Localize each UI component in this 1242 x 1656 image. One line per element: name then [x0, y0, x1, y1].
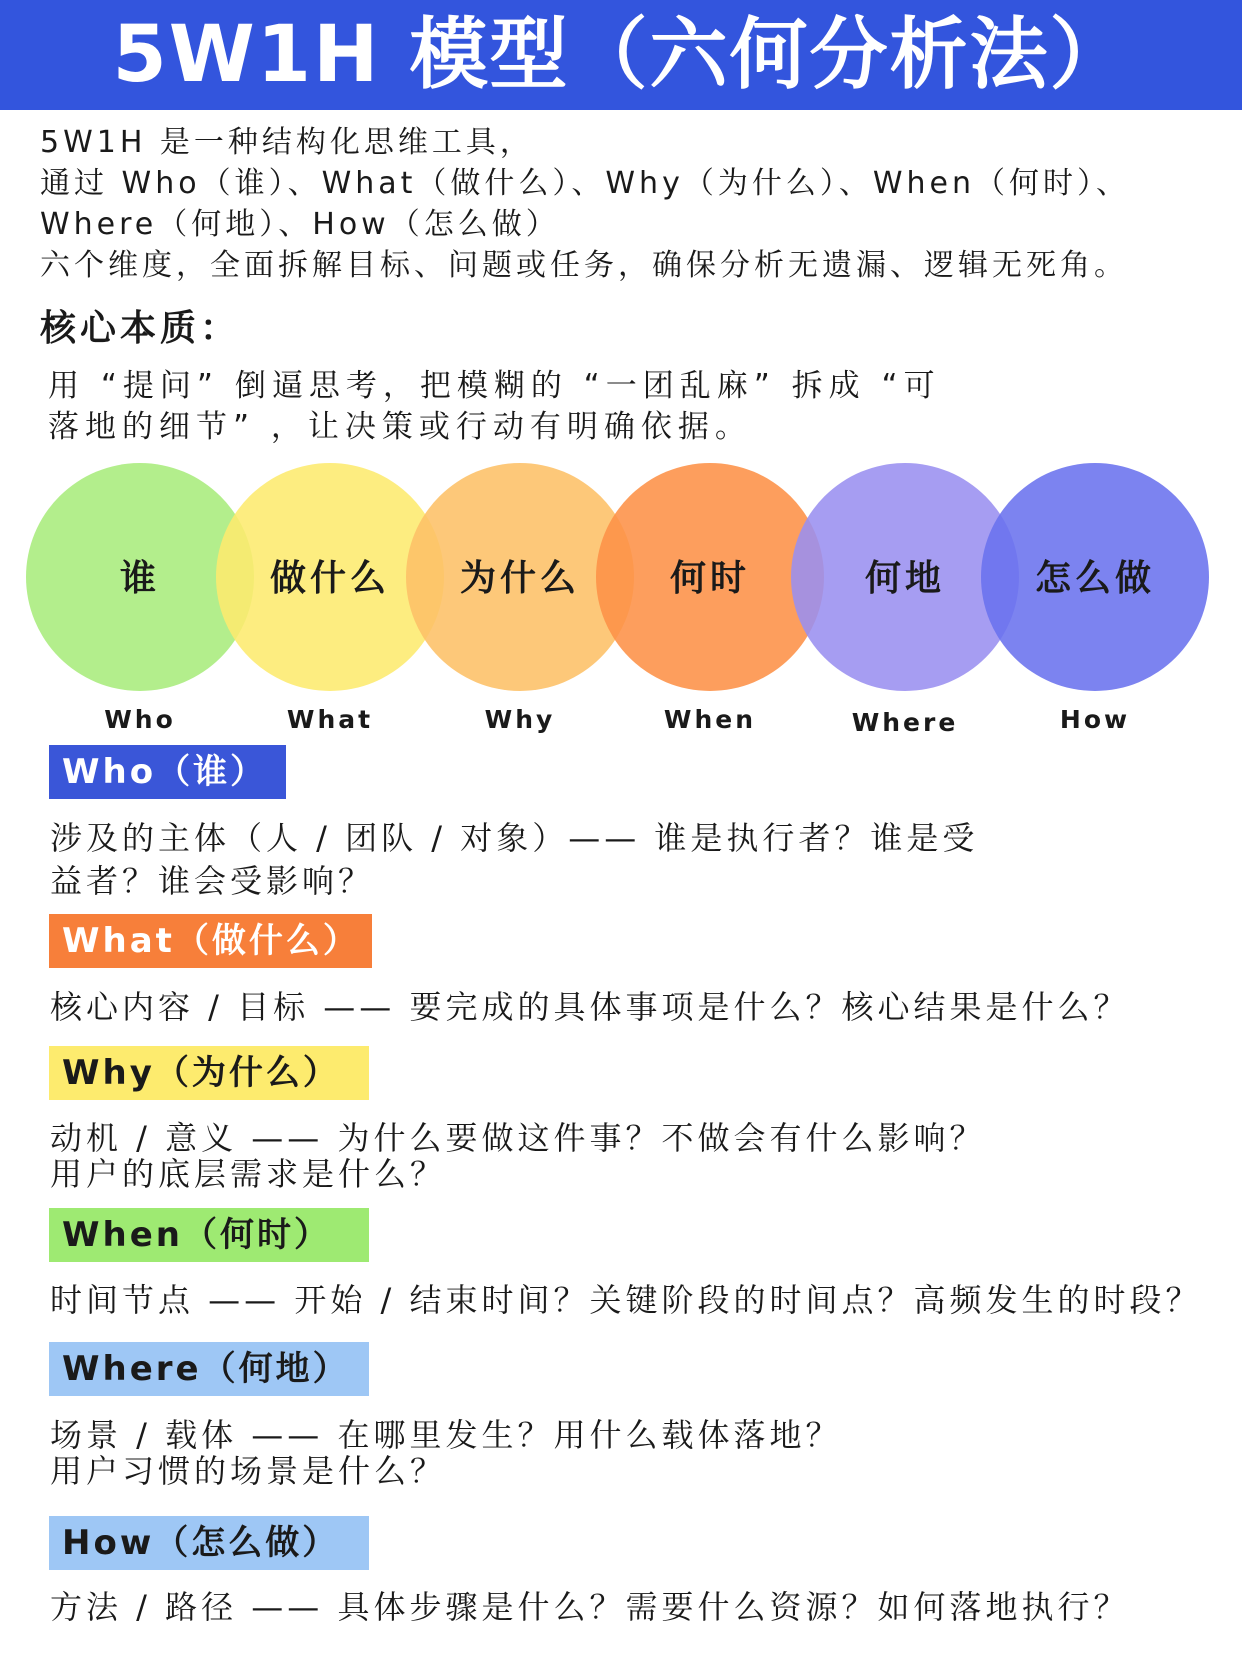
en-label-where: Where — [851, 708, 959, 737]
intro-line: 六个维度，全面拆解目标、问题或任务，确保分析无遗漏、逻辑无死角。 — [40, 248, 1128, 283]
intro-line: 5W1H 是一种结构化思维工具， — [40, 125, 534, 160]
circle-label-where: 何地 — [864, 558, 946, 599]
section-desc-what: 核心内容 / 目标 —— 要完成的具体事项是什么？核心结果是什么？ — [50, 988, 1130, 1026]
en-label-why: Why — [484, 705, 556, 734]
section-desc-where: 场景 / 载体 —— 在哪里发生？用什么载体落地？ — [50, 1416, 842, 1454]
intro-text — [40, 122, 1240, 286]
section-desc-who: 益者？谁会受影响？ — [50, 862, 375, 900]
en-label-when: When — [663, 705, 757, 734]
section-desc-why: 动机 / 意义 —— 为什么要做这件事？不做会有什么影响？ — [50, 1119, 986, 1157]
circle-label-who: 谁 — [119, 558, 161, 599]
essence-line: 落地的细节” ，让决策或行动有明确依据。 — [48, 409, 752, 445]
dimension-circles — [0, 455, 1242, 700]
circle-label-how: 怎么做 — [1034, 558, 1156, 599]
circle-label-when: 何时 — [669, 558, 751, 599]
intro-line: Where（何地）、How（怎么做） — [40, 207, 560, 242]
essence-line: 用 “提问” 倒逼思考，把模糊的 “一团乱麻” 拆成 “可 — [48, 368, 941, 404]
essence-heading: 核心本质： — [40, 308, 241, 349]
circle-label-why: 为什么 — [459, 558, 581, 599]
section-desc-who: 涉及的主体（人 / 团队 / 对象）—— 谁是执行者？谁是受 — [50, 819, 979, 857]
section-tag-how: How（怎么做） — [49, 1516, 369, 1570]
section-tag-when: When（何时） — [49, 1208, 369, 1262]
en-label-what: What — [286, 705, 374, 734]
page-title: 5W1H 模型（六何分析法） — [112, 10, 1130, 100]
section-desc-where: 用户习惯的场景是什么？ — [50, 1452, 447, 1490]
essence-text — [48, 366, 1048, 448]
section-tag-where: Where（何地） — [49, 1342, 369, 1396]
section-desc-why: 用户的底层需求是什么？ — [50, 1155, 447, 1193]
section-desc-how: 方法 / 路径 —— 具体步骤是什么？需要什么资源？如何落地执行？ — [50, 1588, 1130, 1626]
circle-label-what: 做什么 — [269, 558, 391, 599]
section-tag-what: What（做什么） — [49, 914, 372, 968]
section-desc-when: 时间节点 —— 开始 / 结束时间？关键阶段的时间点？高频发生的时段？ — [50, 1281, 1202, 1319]
en-label-who: Who — [104, 705, 176, 734]
section-tag-why: Why（为什么） — [49, 1046, 369, 1100]
section-tag-who: Who（谁） — [49, 745, 286, 799]
intro-line: 通过 Who（谁）、What（做什么）、Why（为什么）、When（何时）、 — [40, 166, 1130, 201]
en-label-how: How — [1059, 705, 1131, 734]
